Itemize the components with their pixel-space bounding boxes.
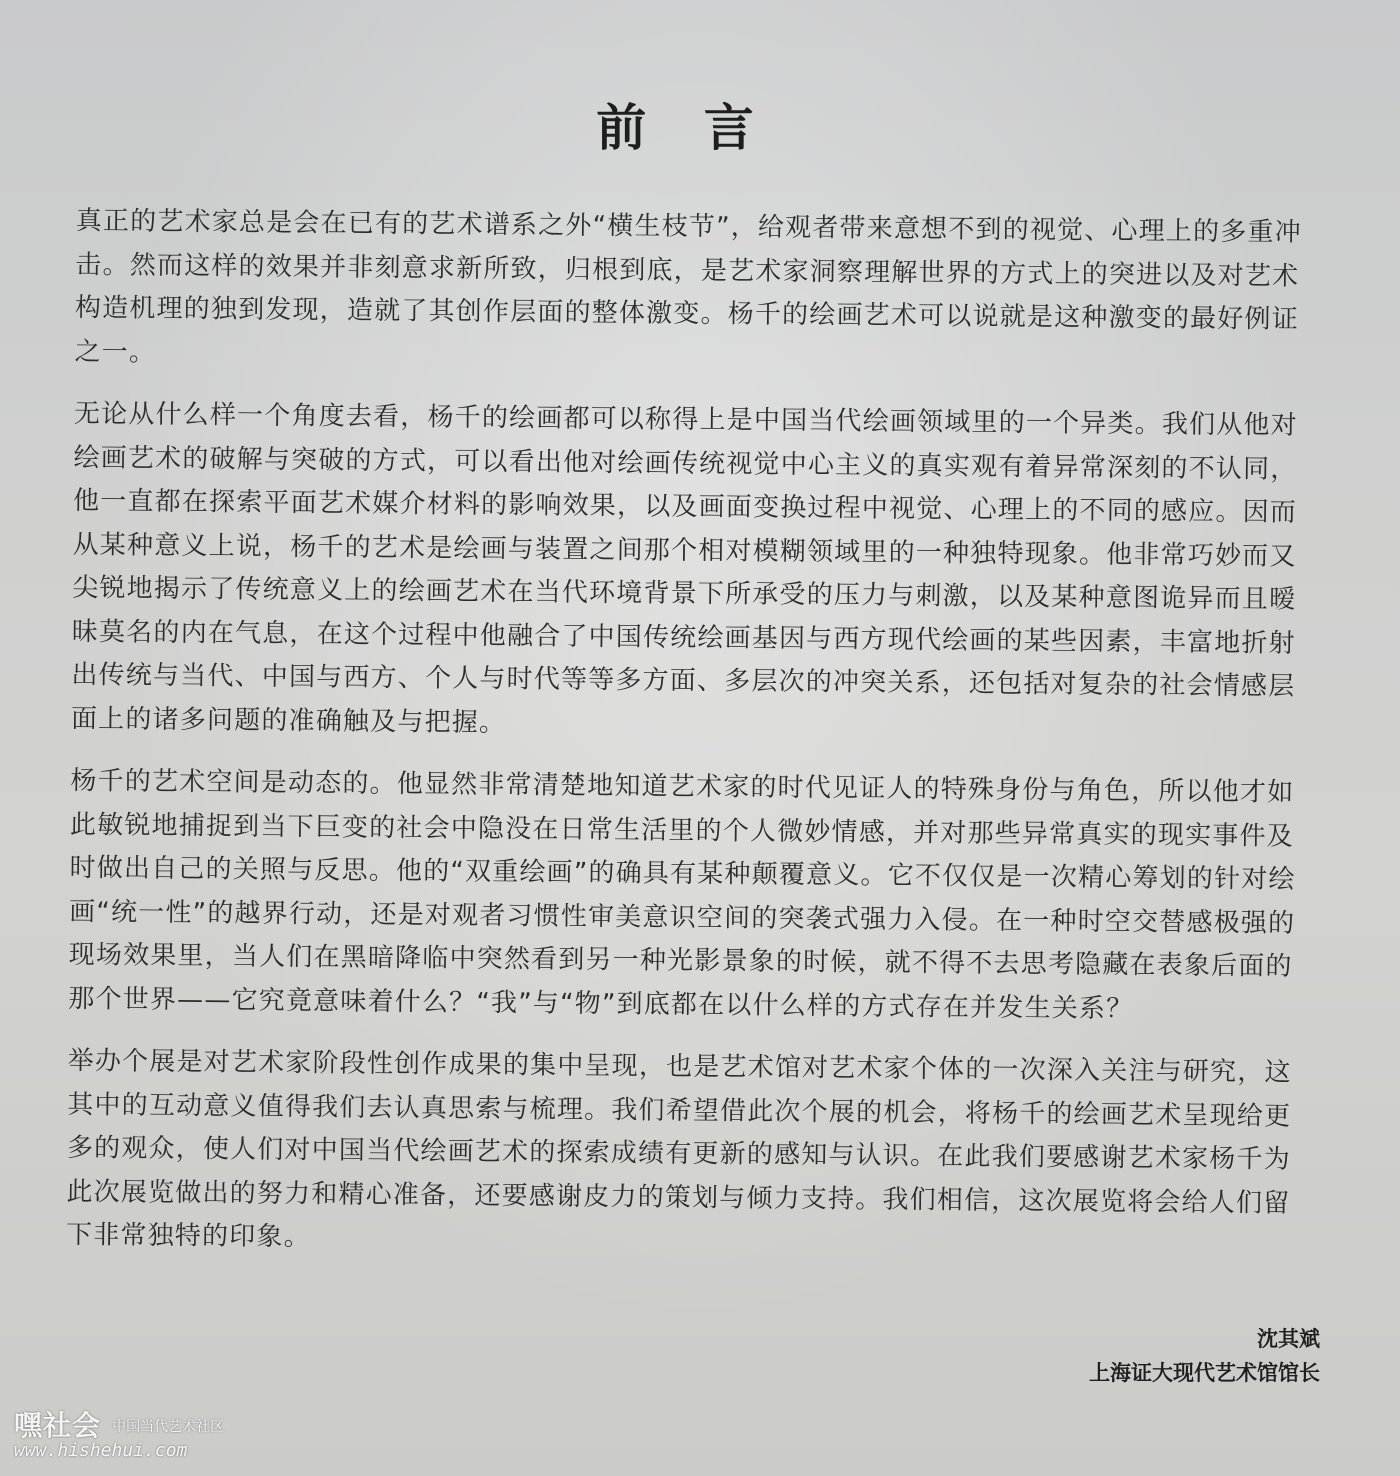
watermark-url: www.hishehui.com: [14, 1440, 188, 1461]
paragraph-4: 举办个展是对艺术家阶段性创作成果的集中呈现，也是艺术馆对艺术家个体的一次深入关注与研究，这其中的互动意义值得我们去认真思索与梳理。我们希望借此次个展的机会，将杨千的绘画艺术呈现给更多的观众，使人们对中国当代绘画艺术的探索成绩有更新的感知与认识。在此我们要感谢艺术家杨千为此次展览做出的努力和精心准备，还要感谢皮力的策划与倾力支持。我们相信，这次展览将会给人们留下非常独特的印象。: [65, 1045, 1292, 1253]
preface-body: [66, 200, 1316, 1288]
signature-block: [1089, 1322, 1320, 1390]
page-title: 前 言: [596, 99, 774, 157]
paragraph-3: 杨千的艺术空间是动态的。他显然非常清楚地知道艺术家的时代见证人的特殊身份与角色，所以他才如此敏锐地捕捉到当下巨变的社会中隐没在日常生活里的个人微妙情感，并对那些异常真实的现实事件及时做出自己的关照与反思。他的“双重绘画”的确具有某种颠覆意义。它不仅仅是一次精心筹划的针对绘画“统一性”的越界行动，还是对观者习惯性审美意识空间的突袭式强力入侵。在一种时空交替感极强的现场效果里，当人们在黑暗降临中突然看到另一种光影景象的时候，就不得不去思考隐藏在表象后面的那个世界——它究竟意味着什么？“我”与“物”到底都在以什么样的方式存在并发生关系？: [68, 765, 1296, 1024]
paragraph-2: 无论从什么样一个角度去看，杨千的绘画都可以称得上是中国当代绘画领域里的一个异类。我们从他对绘画艺术的破解与突破的方式，可以看出他对绘画传统视觉中心主义的真实观有着异常深刻的不认同，他一直都在探索平面艺术媒介材料的影响效果，以及画面变换过程中视觉、心理上的不同的感应。因而从某种意义上说，杨千的艺术是绘画与装置之间那个相对模糊领域里的一种独特现象。他非常巧妙而又尖锐地揭示了传统意义上的绘画艺术在当代环境背景下所承受的压力与刺激，以及某种意图诡异而且暧昧莫名的内在气息，在这个过程中他融合了中国传统绘画基因与西方现代绘画的某些因素，丰富地折射出传统与当代、中国与西方、个人与时代等等多方面、多层次的冲突关系，还包括对复杂的社会情感层面上的诸多问题的准确触及与把握。: [70, 398, 1299, 738]
watermark-brand: 嘿社会: [14, 1409, 102, 1442]
author-role: 上海证大现代艺术馆馆长: [1089, 1360, 1320, 1385]
author-name: 沈其斌: [1257, 1326, 1320, 1351]
site-watermark: [14, 1404, 224, 1461]
watermark-subtitle: 中国当代艺术社区: [112, 1419, 225, 1435]
paragraph-1: 真正的艺术家总是会在已有的艺术谱系之外“横生枝节”，给观者带来意想不到的视觉、心理上的多重冲击。然而这样的效果并非刻意求新所致，归根到底，是艺术家洞察理解世界的方式上的突进以及对艺术构造机理的独到发现，造就了其创作层面的整体激变。杨千的绘画艺术可以说就是这种激变的最好例证之一。: [74, 205, 1303, 368]
